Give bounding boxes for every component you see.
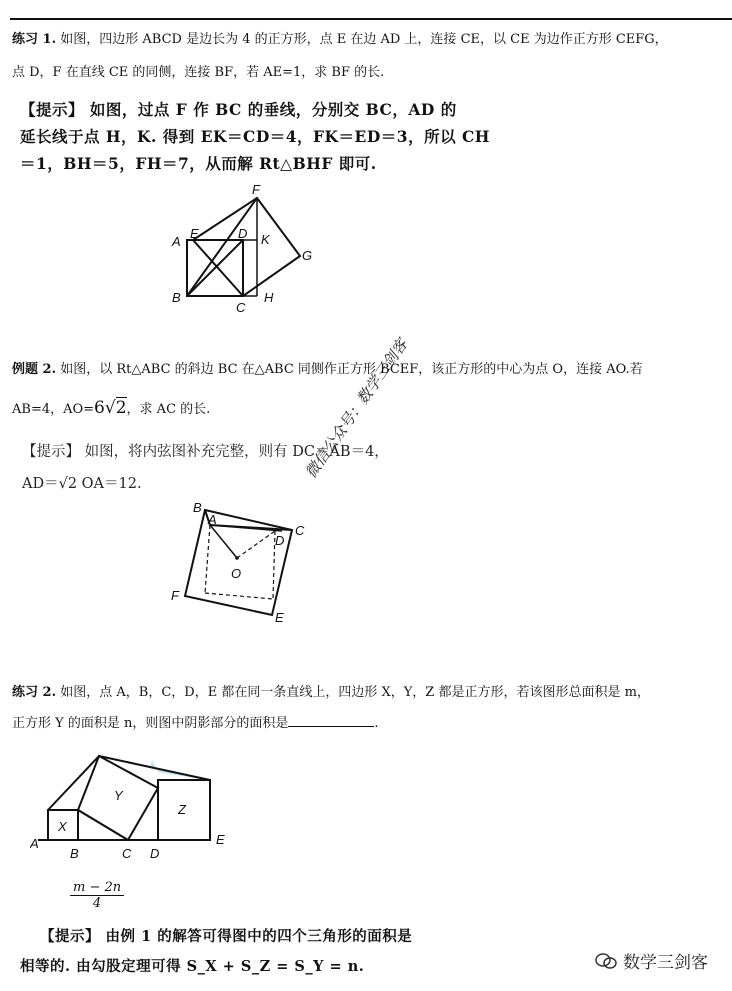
exercise1-hint-line1: 【提示】 如图，过点 F 作 BC 的垂线，分别交 BC，AD 的 <box>20 100 457 119</box>
exercise2-title: 练习 2. <box>12 685 57 700</box>
exercise1-title: 练习 1. <box>12 32 57 47</box>
label-x: X <box>58 819 67 834</box>
example2-figure <box>165 498 325 633</box>
segment-bf <box>187 198 257 296</box>
label-y: Y <box>114 788 123 803</box>
label-c3: C <box>122 846 132 861</box>
exercise2-line2: 正方形 Y 的面积是 n，则图中阴影部分的面积是 . <box>12 716 379 731</box>
label-z: Z <box>178 802 186 817</box>
top-left-edge <box>48 756 99 810</box>
logo-text: 数学三剑客 <box>623 953 708 973</box>
segment-ao <box>210 525 237 558</box>
label-o: O <box>231 566 242 581</box>
top-right-edge <box>99 756 210 780</box>
label-e2: E <box>275 610 284 625</box>
exercise1-line2: 点 D，F 在直线 CE 的同侧，连接 BF，若 AE=1，求 BF 的长. <box>12 65 385 80</box>
dashed-left <box>205 525 210 593</box>
label-b3: B <box>70 846 79 861</box>
answer-fraction <box>70 880 124 911</box>
watermark-text: 微信公众号：数学三剑客 <box>301 335 412 482</box>
example2-line2: AB=4，AO=6√2，求 AC 的长. <box>12 398 211 418</box>
label-g: G <box>302 248 313 263</box>
exercise1-figure <box>160 180 330 320</box>
exercise1-hint-line3: ＝1，BH＝5，FH＝7，从而解 Rt△BHF 即可. <box>20 154 377 173</box>
example2-hint-line2: AD＝√2 OA＝12. <box>22 476 142 492</box>
dashed-bottom <box>205 593 273 599</box>
label-c: C <box>236 300 246 315</box>
label-a3: A <box>30 836 39 851</box>
exercise2-hint-line2: 相等的. 由勾股定理可得 S_X + S_Z = S_Y = n. <box>20 958 365 975</box>
top-rule <box>10 18 732 20</box>
label-b: B <box>172 290 181 305</box>
exercise2-hint-line1: 【提示】 由例 1 的解答可得图中的四个三角形的面积是 <box>40 928 413 945</box>
label-k: K <box>261 232 270 247</box>
label-c2: C <box>295 523 305 538</box>
example2-line1: 例题 2. 如图，以 Rt△ABC 的斜边 BC 在△ABC 同侧作正方形 BCEF，该正方形的中心为点 O，连接 AO.若 <box>12 362 643 377</box>
example2-title: 例题 2. <box>12 362 57 377</box>
label-f: F <box>252 182 260 197</box>
exercise1-line1: 练习 1. 如图，四边形 ABCD 是边长为 4 的正方形，点 E 在边 AD 上，连接 CE，以 CE 为边作正方形 CEFG， <box>12 32 668 47</box>
label-e: E <box>190 226 199 241</box>
label-e3: E <box>216 832 225 847</box>
triangle-edge <box>78 810 128 840</box>
label-d3: D <box>150 846 160 861</box>
label-f2: F <box>171 588 179 603</box>
exercise1-hint-line2: 延长线于点 H，K. 得到 EK＝CD＝4，FK＝ED＝3，所以 CH <box>20 127 490 146</box>
label-a2: A <box>208 512 217 527</box>
label-h: H <box>264 290 274 305</box>
label-b2: B <box>193 500 202 515</box>
answer-denominator: 4 <box>92 896 102 911</box>
dashed-od <box>237 531 275 558</box>
label-d2: D <box>275 533 285 548</box>
example2-hint-line1: 【提示】 如图，将内弦图补充完整，则有 DC＝AB＝4， <box>22 444 389 460</box>
label-d: D <box>238 226 248 241</box>
wechat-icon <box>595 952 617 970</box>
label-a: A <box>172 234 181 249</box>
answer-blank <box>288 714 374 727</box>
exercise2-line1: 练习 2. 如图，点 A，B，C，D，E 都在同一条直线上，四边形 X，Y，Z 都是正方形，若该图形总面积是 m， <box>12 685 650 700</box>
logo <box>595 948 708 973</box>
answer-numerator: m − 2n <box>70 880 124 896</box>
exercise2-figure <box>30 748 240 868</box>
center-point-o <box>235 556 239 560</box>
